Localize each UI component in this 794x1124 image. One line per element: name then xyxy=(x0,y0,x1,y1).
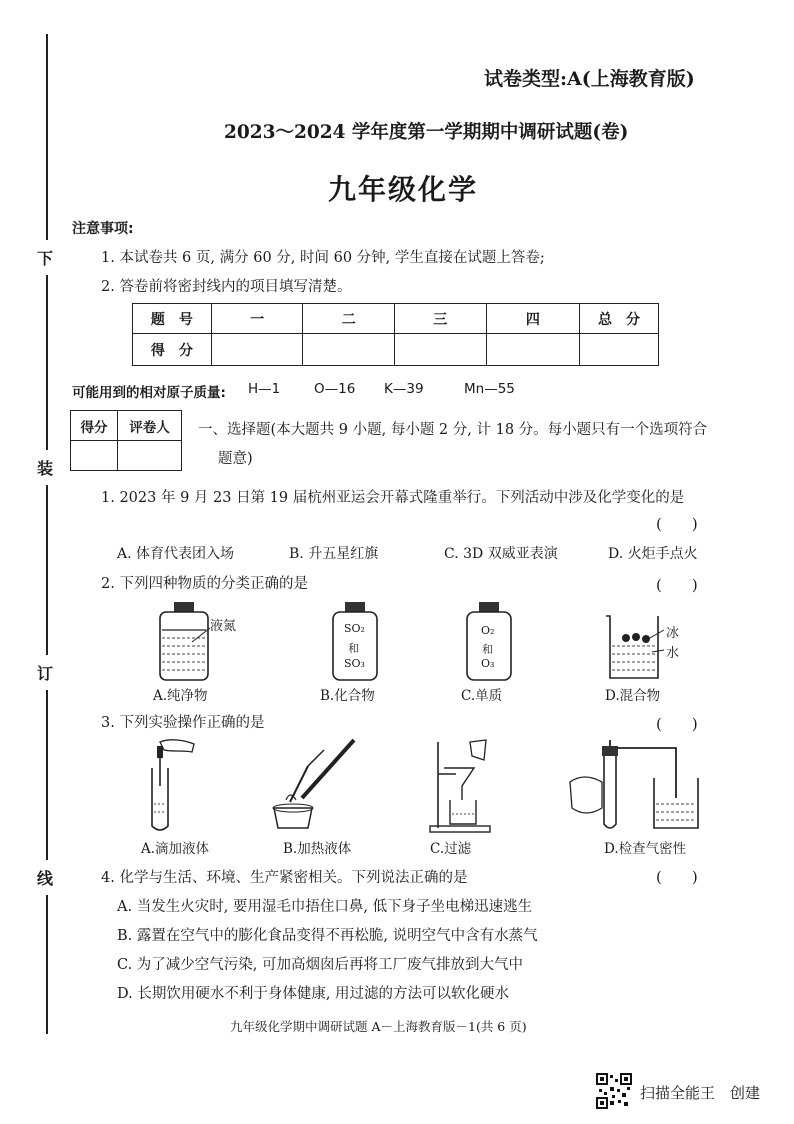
q2-figure-a xyxy=(152,600,262,682)
section-heading: 一、选择题(本大题共 9 小题, 每小题 2 分, 计 18 分。每小题只有一个选项符合 xyxy=(198,422,708,438)
answer-blank-4[interactable]: ( ) xyxy=(656,868,698,886)
subject-title: 九年级化学 xyxy=(328,173,479,206)
grader-box xyxy=(70,410,182,471)
q4-option-d[interactable]: D. 长期饮用硬水不利于身体健康, 用过滤的方法可以软化硬水 xyxy=(117,986,510,1002)
q3-caption-b: B.加热液体 xyxy=(283,841,352,857)
q2-label-ice: 冰 xyxy=(666,626,680,641)
grader-name-label: 评卷人 xyxy=(118,411,182,441)
q2-label-water: 水 xyxy=(666,646,680,661)
q2-caption-c: C.单质 xyxy=(461,688,503,704)
notes-heading: 注意事项: xyxy=(72,221,134,237)
score-table-col-1: 一 xyxy=(211,304,303,334)
atomic-mass-mn: Mn—55 xyxy=(464,381,515,397)
score-table-col-4: 四 xyxy=(486,304,580,334)
note-1: 1. 本试卷共 6 页, 满分 60 分, 时间 60 分钟, 学生直接在试题上答卷; xyxy=(101,250,545,266)
q3-figure-a xyxy=(140,738,200,834)
q3-caption-a: A.滴加液体 xyxy=(141,841,210,857)
score-cell[interactable] xyxy=(580,334,659,366)
answer-blank-2[interactable]: ( ) xyxy=(656,576,698,594)
score-table-col-2: 二 xyxy=(303,304,395,334)
q3-caption-d: D.检查气密性 xyxy=(604,841,687,857)
q1-option-b[interactable]: B. 升五星红旗 xyxy=(289,546,379,562)
score-table xyxy=(132,303,659,366)
q2-caption-d: D.混合物 xyxy=(605,688,661,704)
q4-option-c[interactable]: C. 为了减少空气污染, 可加高烟囱后再将工厂废气排放到大气中 xyxy=(117,957,524,973)
question-1-stem: 1. 2023 年 9 月 23 日第 19 届杭州亚运会开幕式隆重举行。下列活动中涉及化学变化的是 xyxy=(101,490,685,506)
question-2-stem: 2. 下列四种物质的分类正确的是 xyxy=(101,576,308,592)
seal-char-ding: 订 xyxy=(37,655,53,690)
scanner-watermark: 扫描全能王 创建 xyxy=(640,1084,761,1102)
q2-caption-a: A.纯净物 xyxy=(153,688,208,704)
q3-caption-c: C.过滤 xyxy=(430,841,472,857)
q2-label-o3: O₃ xyxy=(481,657,495,670)
atomic-mass-o: O—16 xyxy=(314,381,356,397)
question-3-stem: 3. 下列实验操作正确的是 xyxy=(101,715,265,731)
atomic-mass-h: H—1 xyxy=(248,381,281,397)
paper-type: 试卷类型:A(上海教育版) xyxy=(484,68,695,90)
section-heading-cont: 题意) xyxy=(218,451,253,467)
q3-figure-d xyxy=(566,738,706,834)
score-table-col-3: 三 xyxy=(395,304,487,334)
q2-caption-b: B.化合物 xyxy=(320,688,375,704)
atomic-mass-label: 可能用到的相对原子质量: xyxy=(72,385,226,401)
q2-label-so3: SO₃ xyxy=(344,657,365,670)
q1-option-a[interactable]: A. 体育代表团入场 xyxy=(117,546,235,562)
exam-title: 2023～2024 学年度第一学期期中调研试题(卷) xyxy=(224,122,629,143)
q4-option-b[interactable]: B. 露置在空气中的膨化食品变得不再松脆, 说明空气中含有水蒸气 xyxy=(117,928,538,944)
score-table-row-label: 得 分 xyxy=(133,334,212,366)
note-2: 2. 答卷前将密封线内的项目填写清楚。 xyxy=(101,279,352,295)
question-4-stem: 4. 化学与生活、环境、生产紧密相关。下列说法正确的是 xyxy=(101,870,468,886)
grader-name-cell[interactable] xyxy=(118,441,182,471)
score-cell[interactable] xyxy=(303,334,395,366)
q2-label-o2: O₂ xyxy=(481,624,495,637)
score-cell[interactable] xyxy=(211,334,303,366)
q4-option-a[interactable]: A. 当发生火灾时, 要用湿毛巾捂住口鼻, 低下身子坐电梯迅速逃生 xyxy=(117,899,533,915)
q1-option-c[interactable]: C. 3D 双威亚表演 xyxy=(444,546,558,562)
atomic-mass-k: K—39 xyxy=(384,381,424,397)
q3-figure-c xyxy=(426,738,496,834)
score-table-total: 总 分 xyxy=(580,304,659,334)
seal-char-xian: 线 xyxy=(37,860,53,895)
grader-score-cell[interactable] xyxy=(71,441,118,471)
grader-score-label: 得分 xyxy=(71,411,118,441)
answer-blank-1[interactable]: ( ) xyxy=(656,515,698,533)
answer-blank-3[interactable]: ( ) xyxy=(656,715,698,733)
q2-label-liquid-nitrogen: 液氮 xyxy=(210,619,237,634)
score-table-header: 题 号 xyxy=(133,304,212,334)
page-footer: 九年级化学期中调研试题 A－上海教育版－1(共 6 页) xyxy=(230,1019,527,1034)
q2-figure-d xyxy=(604,612,674,682)
qr-code-icon xyxy=(596,1073,632,1109)
q1-option-d[interactable]: D. 火炬手点火 xyxy=(608,546,698,562)
q3-figure-b xyxy=(268,736,368,834)
q2-label-and-b: 和 xyxy=(348,642,359,655)
score-cell[interactable] xyxy=(486,334,580,366)
seal-char-xia: 下 xyxy=(37,240,53,275)
seal-char-zhuang: 装 xyxy=(37,450,53,485)
score-cell[interactable] xyxy=(395,334,487,366)
q2-label-and-c: 和 xyxy=(482,643,493,656)
q2-label-so2: SO₂ xyxy=(344,622,365,635)
